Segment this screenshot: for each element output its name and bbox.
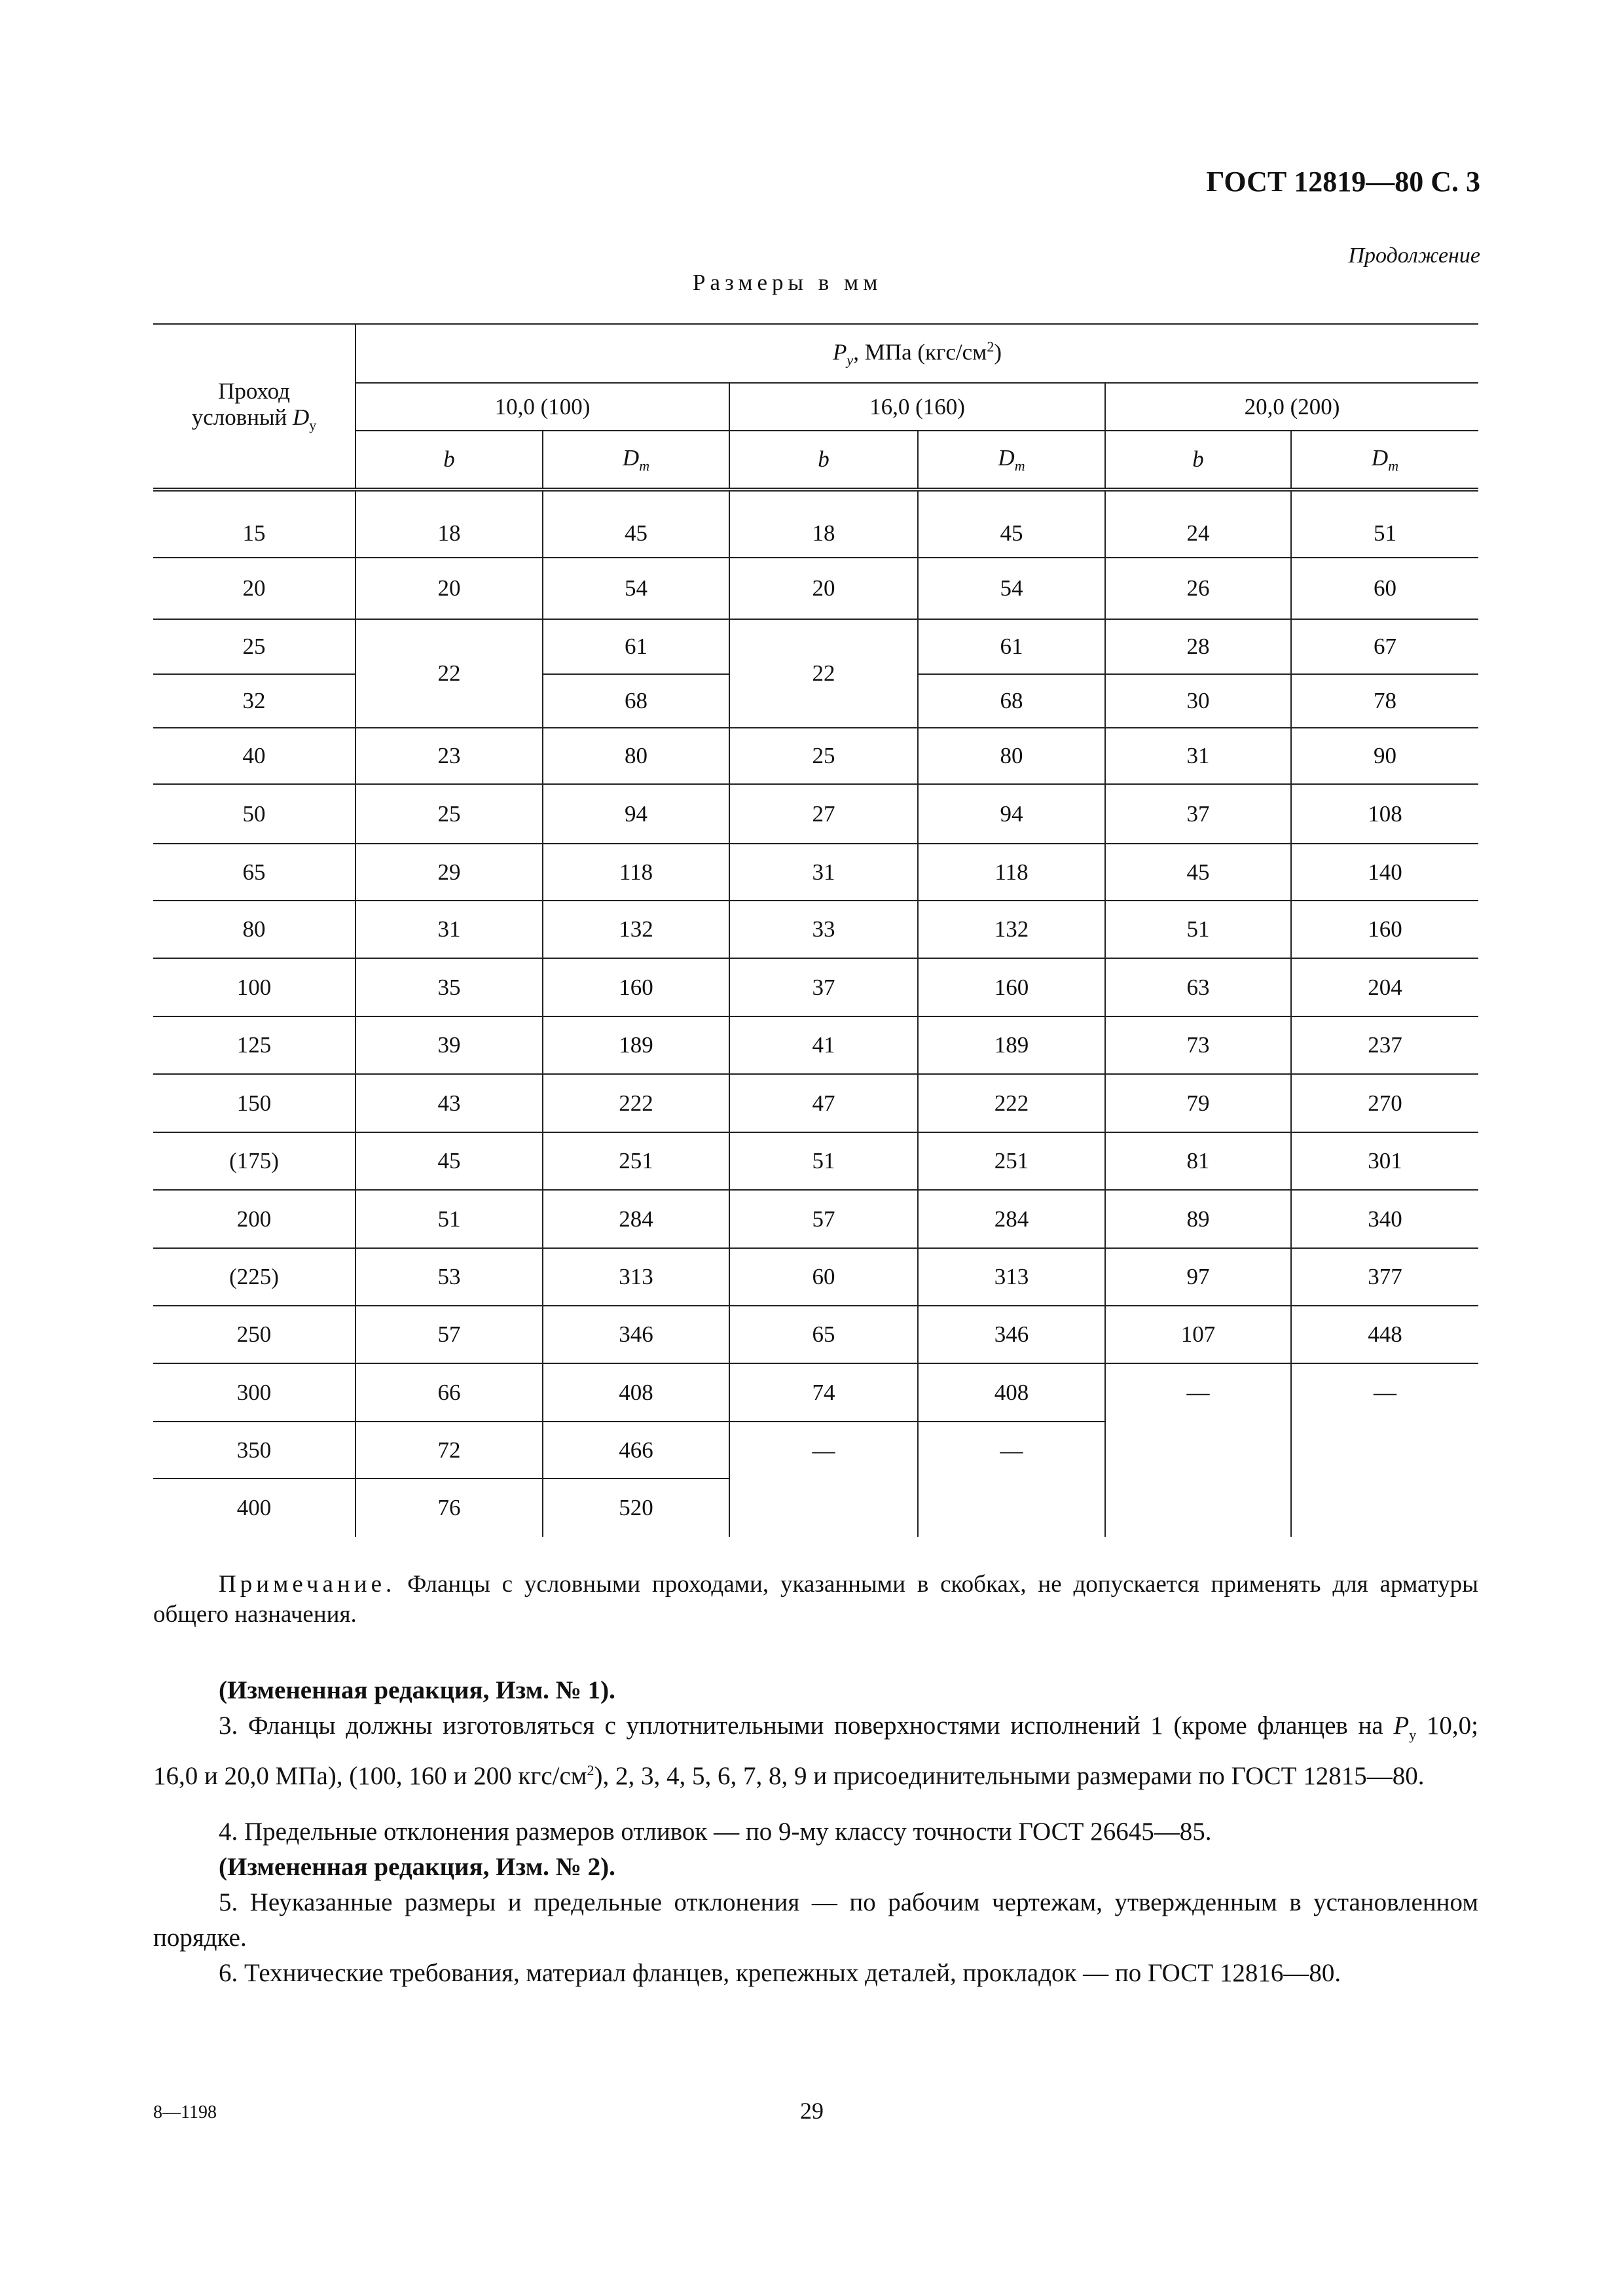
table-row: 100 35 160 37 160 63 204 (153, 958, 1478, 1016)
table-row: 25 22 61 22 61 28 67 (153, 619, 1478, 674)
paragraph-5: 5. Неуказанные размеры и предельные отклонения — по рабочим чертежам, утвержденным в установленном порядке. (153, 1888, 1478, 1952)
pressure-header: $P_y$, МПа $(кгс/см^2)$ (356, 324, 1478, 383)
col-b-header: b (356, 431, 543, 490)
col-dm-header: $D_m$ (543, 431, 729, 490)
passage-header: Проход условный $D_у$ (153, 324, 356, 490)
col-b-header: b (1105, 431, 1291, 490)
table-row: 65 29 118 31 118 45 140 (153, 844, 1478, 901)
table-row: (225) 53 313 60 313 97 377 (153, 1248, 1478, 1306)
table-row: 250 57 346 65 346 107 448 (153, 1306, 1478, 1363)
table-row: 200 51 284 57 284 89 340 (153, 1190, 1478, 1248)
edit-note-2: (Измененная редакция, Изм. № 2). (219, 1853, 615, 1881)
table-row: 32 68 68 30 78 (153, 674, 1478, 728)
paragraph-4: 4. Предельные отклонения размеров отливок — по 9-му классу точности ГОСТ 26645—85. (219, 1818, 1212, 1846)
table-row: 40 23 80 25 80 31 90 (153, 728, 1478, 784)
table-row: 150 43 222 47 222 79 270 (153, 1074, 1478, 1132)
col-b-header: b (729, 431, 918, 490)
paragraph-6: 6. Технические требования, материал фланцев, крепежных деталей, прокладок — по ГОСТ 12816—80. (219, 1959, 1341, 1987)
standard-header: ГОСТ 12819—80 С. 3 (1206, 166, 1480, 198)
edit-note-1: (Измененная редакция, Изм. № 1). (219, 1676, 615, 1704)
table-row: 400 76 520 (153, 1479, 1478, 1537)
flange-dimensions-table (153, 323, 1478, 1537)
continuation-label: Продолжение (1348, 243, 1480, 268)
group-header: 16,0 (160) (729, 383, 1105, 431)
table-row: 15 18 45 18 45 24 51 (153, 490, 1478, 558)
group-header: 20,0 (200) (1105, 383, 1478, 431)
table-row: 80 31 132 33 132 51 160 (153, 901, 1478, 958)
table-row: 300 66 408 74 408 — — (153, 1363, 1478, 1422)
col-dm-header: $D_m$ (918, 431, 1105, 490)
table-row: 20 20 54 20 54 26 60 (153, 558, 1478, 619)
table-row: 125 39 189 41 189 73 237 (153, 1016, 1478, 1074)
col-dm-header: $D_m$ (1291, 431, 1478, 490)
table-row: (175) 45 251 51 251 81 301 (153, 1132, 1478, 1190)
table-row: 50 25 94 27 94 37 108 (153, 784, 1478, 844)
group-header: 10,0 (100) (356, 383, 729, 431)
table-row: 350 72 466 — — (153, 1422, 1478, 1479)
units-caption: Размеры в мм (693, 270, 883, 295)
paragraph-3: 3. Фланцы должны изготовляться с уплотнительными поверхностями исполнений 1 (кроме фланцев на $P_у$ 10,0; 16,0 и 20,0 МПа), (100, 160 и 200 кгс/$см^2$), 2, 3, 4, 5, 6, 7, 8, 9 и присоединительными размерами по ГОСТ 12815—80. (153, 1712, 1479, 1790)
print-code: 8—1198 (153, 2102, 217, 2123)
page-number: 29 (800, 2098, 824, 2124)
table-note: Примечание. Фланцы с условными проходами, указанными в скобках, не допускается применять для арматуры общего назначения. (153, 1571, 1478, 1628)
